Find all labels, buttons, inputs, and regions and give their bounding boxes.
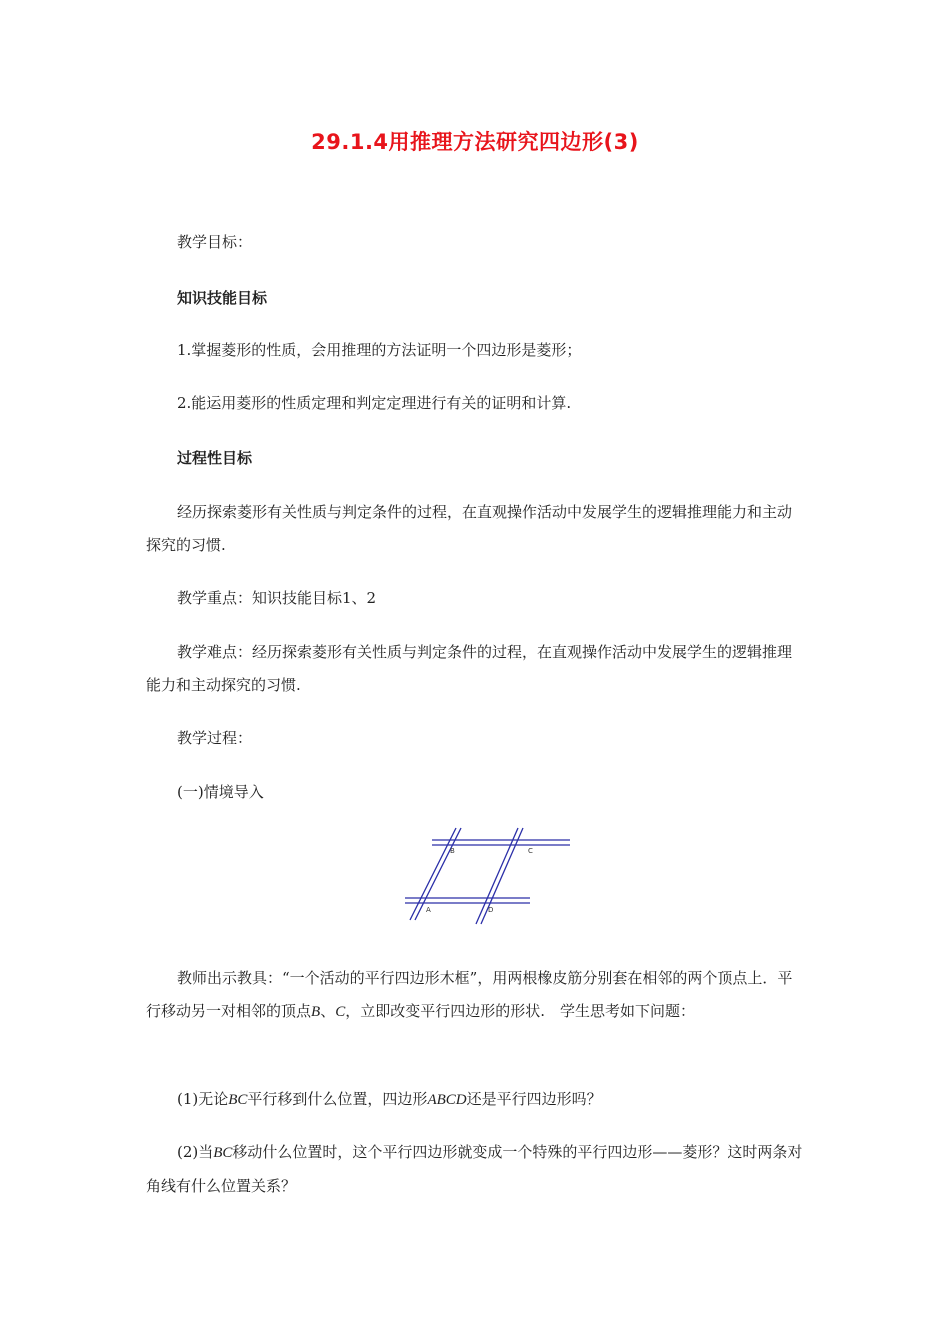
label-d: D	[488, 906, 494, 914]
key-point: 教学重点：知识技能目标1、2	[177, 589, 377, 607]
parallelogram-frame-figure	[400, 820, 570, 940]
teaching-process-label: 教学过程：	[177, 729, 253, 747]
right-side-line-1	[476, 828, 518, 924]
label-c: C	[528, 847, 533, 855]
label-b: B	[450, 847, 455, 855]
knowledge-item-1: 1.掌握菱形的性质，会用推理的方法证明一个四边形是菱形；	[177, 341, 582, 359]
document-title: 29.1.4用推理方法研究四边形(3)	[311, 130, 639, 154]
knowledge-heading: 知识技能目标	[177, 289, 268, 307]
label-a: A	[426, 906, 431, 914]
section-heading-1: (一)情境导入	[177, 783, 264, 801]
difficulty-paragraph: 教学难点：经历探索菱形有关性质与判定条件的过程，在直观操作活动中发展学生的逻辑推理能力和主动探究的习惯.	[146, 643, 793, 694]
left-side-line-1	[410, 828, 456, 920]
process-paragraph: 经历探索菱形有关性质与判定条件的过程，在直观操作活动中发展学生的逻辑推理能力和主动探究的习惯.	[146, 503, 793, 554]
left-side-line-2	[415, 828, 461, 920]
knowledge-item-2: 2.能运用菱形的性质定理和判定定理进行有关的证明和计算.	[177, 394, 572, 412]
teacher-demo-paragraph: 教师出示教具：“一个活动的平行四边形木框”，用两根橡皮筋分别套在相邻的两个顶点上．平行移动另一对相邻的顶点B、C，立即改变平行四边形的形状. 学生思考如下问题：	[146, 969, 793, 1020]
question-1: (1)无论BC平行移到什么位置，四边形ABCD还是平行四边形吗？	[177, 1090, 602, 1108]
objectives-label: 教学目标：	[177, 233, 253, 251]
process-heading: 过程性目标	[177, 449, 253, 467]
question-2: (2)当BC移动什么位置时，这个平行四边形就变成一个特殊的平行四边形——菱形？这时两条对角线有什么位置关系？	[146, 1143, 803, 1195]
